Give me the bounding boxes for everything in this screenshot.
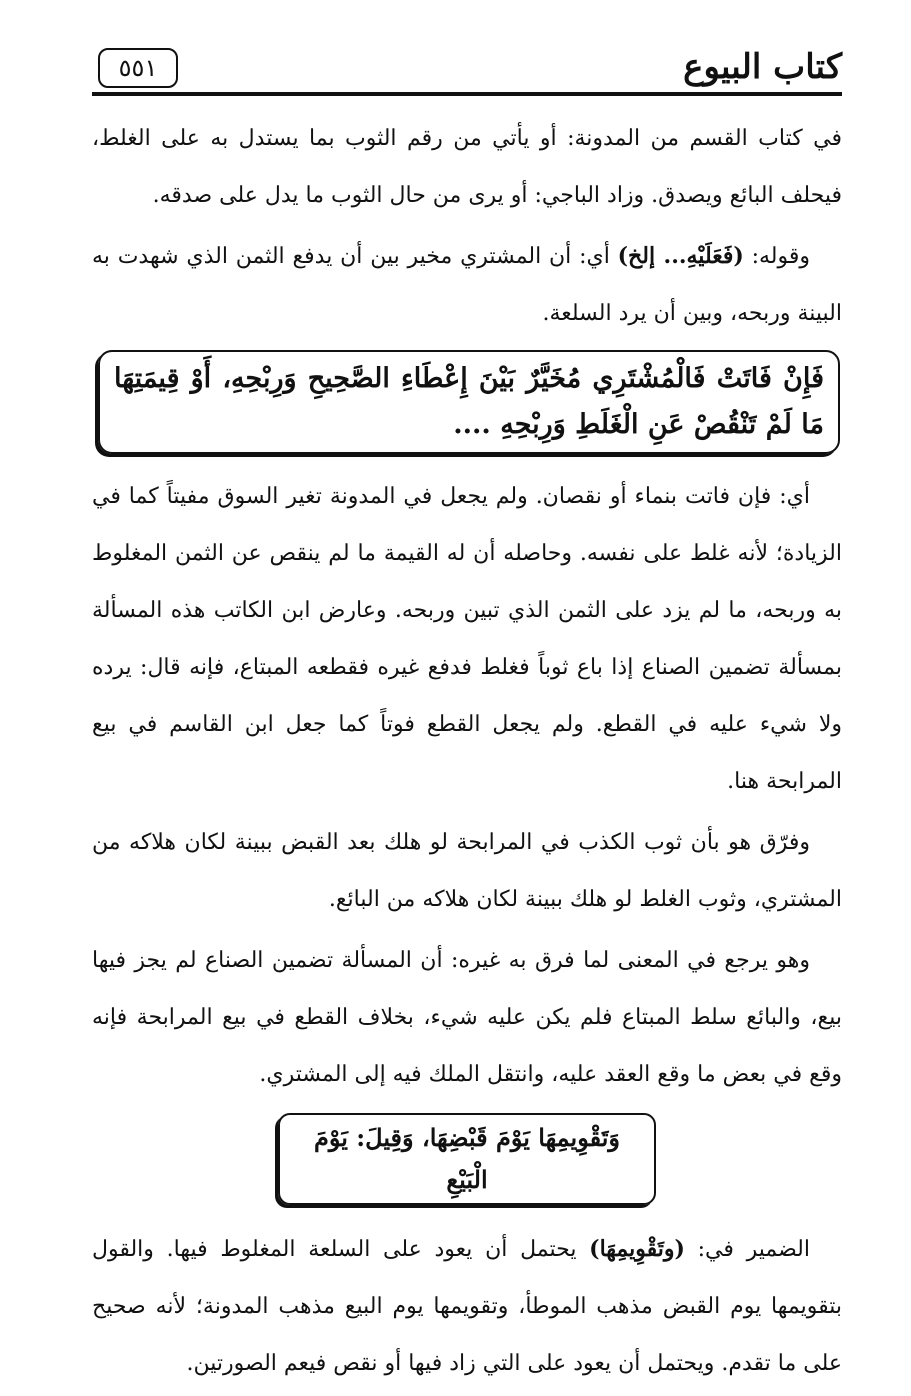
matn-text-1: فَإِنْ فَاتَتْ فَالْمُشْتَرِي مُخَيَّرٌ بَيْنَ إِعْطَاءِ الصَّحِيحِ وَرِبْحِهِ، أَوْ قِيمَتِهَا مَا لَمْ تَنْقُصْ عَنِ الْغَلَطِ وَرِبْحِهِ .... bbox=[114, 363, 824, 440]
paragraph-1: في كتاب القسم من المدونة: أو يأتي من رقم الثوب بما يستدل به على الغلط، فيحلف البائع ويصدق. وزاد الباجي: أو يرى من حال الثوب ما يدل على صدقه. bbox=[92, 126, 842, 208]
paragraph-3: أي: فإن فاتت بنماء أو نقصان. ولم يجعل في المدونة تغير السوق مفيتاً كما في الزيادة؛ لأنه غلط على نفسه. وحاصله أن له القيمة ما لم ينقص عن الثمن المغلوط به وربحه، ما لم يزد على الثمن الذي تبين وربحه. وعارض ابن الكاتب هذه المسألة بمسألة تضمين الصناع إذا باع ثوباً فغلط فدفع غيره فقطعه المبتاع، فإنه قال: يرده ولا شيء عليه في القطع. ولم يجعل القطع فوتاً كما جعل ابن القاسم في بيع المرابحة هنا. bbox=[92, 484, 842, 794]
matn-text-2: وَتَقْوِيمِهَا يَوْمَ قَبْضِهَا، وَقِيلَ: يَوْمَ الْبَيْعِ bbox=[313, 1123, 621, 1194]
quoted-term-2: (وتَقْوِيمِهَا) bbox=[589, 1236, 685, 1262]
paragraph-6-intro: الضمير في: bbox=[684, 1237, 810, 1262]
book-title: كتاب البيوع bbox=[683, 47, 842, 87]
paragraph-5: وهو يرجع في المعنى لما فرق به غيره: أن المسألة تضمين الصناع لم يجز فيها بيع، والبائع سلط المبتاع فلم يكن عليه شيء، بخلاف القطع في بيع المرابحة فإنه وقع في بعض ما وقع العقد عليه، وانتقل الملك فيه إلى المشتري. bbox=[92, 948, 842, 1087]
page-header bbox=[92, 40, 842, 98]
paragraph-2 bbox=[92, 228, 842, 342]
paragraph-6 bbox=[92, 1221, 842, 1392]
matn-box-1 bbox=[98, 350, 840, 454]
quoted-term: (فَعَلَيْهِ... إلخ) bbox=[617, 243, 744, 269]
header-rule bbox=[92, 92, 842, 96]
paragraph-2-rest: أي: أن المشتري مخير بين أن يدفع الثمن الذي شهدت به البينة وربحه، وبين أن يرد السلعة. bbox=[92, 244, 842, 326]
page-number: ٥٥١ bbox=[98, 48, 178, 88]
matn-box-2 bbox=[278, 1113, 656, 1205]
paragraph-6-rest: يحتمل أن يعود على السلعة المغلوط فيها. والقول بتقويمها يوم القبض مذهب الموطأ، وتقويمها يوم البيع مذهب المدونة؛ لأنه صحيح على ما تقدم. ويحتمل أن يعود على التي زاد فيها أو نقص فيعم الصورتين. bbox=[92, 1237, 843, 1376]
paragraph-4: وفرّق هو بأن ثوب الكذب في المرابحة لو هلك بعد القبض ببينة لكان هلاكه من المشتري، وثوب الغلط لو هلك ببينة لكان هلاكه من البائع. bbox=[92, 830, 842, 912]
page-content bbox=[92, 110, 842, 1396]
paragraph-2-intro: وقوله: bbox=[743, 244, 810, 269]
